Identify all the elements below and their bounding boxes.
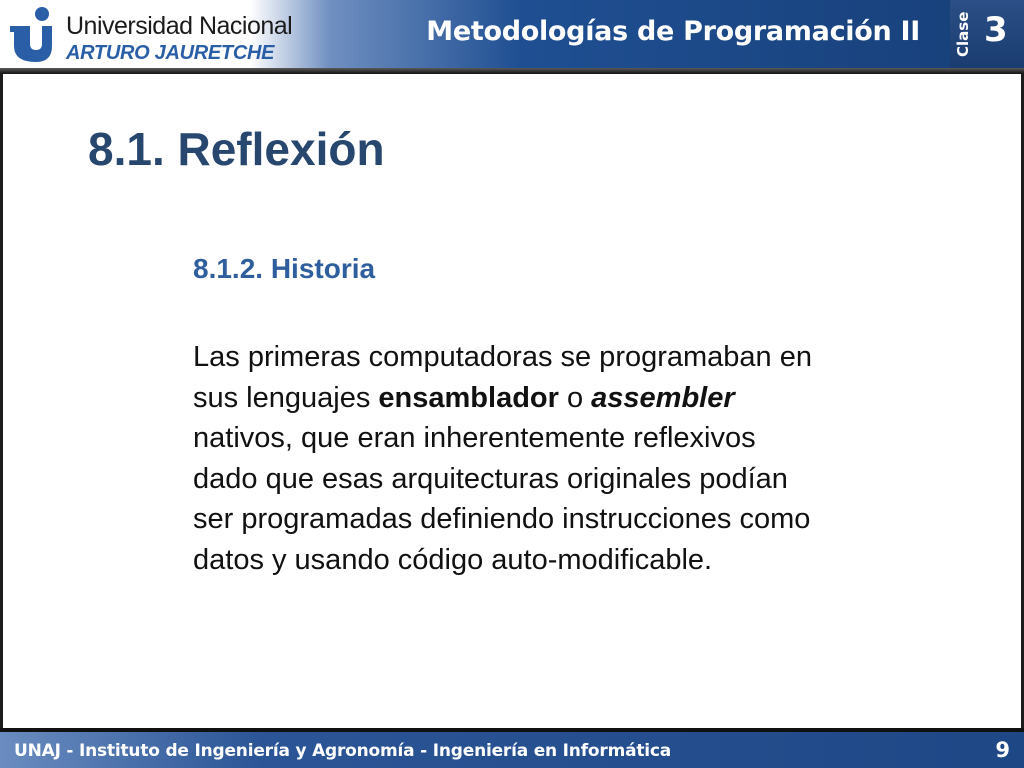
page-number: 9 — [995, 738, 1010, 762]
paragraph-line: datos y usando código auto-modificable. — [193, 543, 713, 576]
footer-text: UNAJ - Instituto de Ingeniería y Agronomía - Ingeniería en Informática — [14, 741, 672, 761]
term-ensamblador: ensamblador — [378, 381, 559, 414]
paragraph-line: Las primeras computadoras se programaban en — [193, 341, 812, 373]
paragraph-text: sus lenguajes — [193, 381, 379, 414]
section-subtitle: 8.1.2. Historia — [193, 253, 376, 284]
slide-title: 8.1. Reflexión — [88, 123, 385, 175]
university-logo — [8, 4, 293, 64]
university-name-line1: Universidad Nacional — [66, 12, 293, 40]
slide-border-left — [0, 74, 3, 730]
body-paragraph — [193, 337, 953, 580]
clase-number: 3 — [984, 10, 1008, 50]
course-title: Metodologías de Programación II — [426, 16, 920, 47]
header-divider — [0, 68, 1024, 74]
clase-label: Clase — [954, 11, 972, 57]
paragraph-line: dado que esas arquitecturas originales podían — [193, 462, 788, 495]
paragraph-line: ser programadas definiendo instrucciones como — [193, 503, 811, 535]
paragraph-line: nativos, que eran inherentemente reflexivos — [193, 422, 756, 454]
paragraph-line — [193, 378, 953, 419]
paragraph-text: o — [558, 381, 592, 414]
unaj-logo-icon — [8, 4, 60, 64]
term-assembler: assembler — [591, 381, 735, 414]
university-name-line2: ARTURO JAURETCHE — [66, 42, 275, 64]
